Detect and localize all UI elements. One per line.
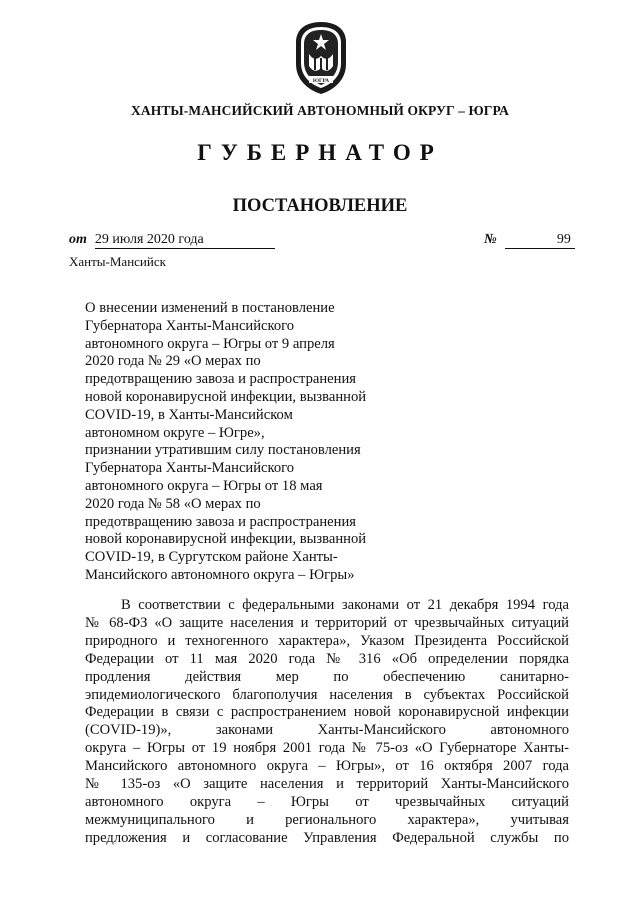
number-prefix: № xyxy=(484,232,497,247)
subject-line: предотвращению завоза и распространения xyxy=(85,371,356,388)
subject-line: предотвращению завоза и распространения xyxy=(85,513,356,530)
body-line: округа – Югры от 19 ноября 2001 года № 75-оз «О Губернаторе Ханты- xyxy=(85,740,569,757)
body-line: № 68-ФЗ «О защите населения и территорий от чрезвычайных ситуаций xyxy=(85,614,569,631)
subject-line: Губернатора Ханты-Мансийского xyxy=(85,460,295,477)
subject-line: 2020 года № 58 «О мерах по xyxy=(85,495,261,512)
subject-line: 2020 года № 29 «О мерах по xyxy=(85,353,261,370)
region-name: ХАНТЫ-МАНСИЙСКИЙ АВТОНОМНЫЙ ОКРУГ – ЮГРА xyxy=(131,103,509,118)
document-number: 99 xyxy=(505,232,575,249)
subject-line: Губернатора Ханты-Мансийского xyxy=(85,317,295,334)
body-line: Мансийского автономного округа – Югры», от 16 октября 2007 года xyxy=(85,758,569,775)
subject-line: признании утратившим силу постановления xyxy=(85,442,361,459)
subject-line: новой коронавирусной инфекции, вызванной xyxy=(85,388,367,405)
subject-line: автономном округе – Югре», xyxy=(85,424,265,441)
body-line: межмуниципального и регионального характера», учитывая xyxy=(85,811,569,828)
body-line: Федерации в связи с распространением новой коронавирусной инфекции xyxy=(85,704,569,721)
subject-line: О внесении изменений в постановление xyxy=(85,300,335,316)
body-line: № 135-оз «О защите населения и территорий Ханты-Мансийского xyxy=(85,776,569,793)
document-subject xyxy=(85,300,405,585)
subject-line: COVID-19, в Сургутском районе Ханты- xyxy=(85,549,338,566)
subject-line: COVID-19, в Ханты-Мансийском xyxy=(85,406,293,423)
body-line: эпидемиологического благополучия населения в субъектах Российской xyxy=(85,686,569,703)
document-date: 29 июля 2020 года xyxy=(95,232,275,249)
body-line: продления действия мер по обеспечению санитарно- xyxy=(85,668,569,685)
subject-line: автономного округа – Югры от 9 апреля xyxy=(85,335,335,352)
document-type: ПОСТАНОВЛЕНИЕ xyxy=(232,196,408,216)
number-line xyxy=(484,232,575,249)
document-body xyxy=(85,597,569,848)
date-line xyxy=(69,232,275,249)
subject-line: автономного округа – Югры от 18 мая xyxy=(85,477,323,494)
body-line: автономного округа – Югры от чрезвычайных ситуаций xyxy=(85,793,569,810)
body-line: В соответствии с федеральными законами от 21 декабря 1994 года xyxy=(121,597,569,613)
authority-title: ГУБЕРНАТОР xyxy=(197,140,443,165)
subject-line: Мансийского автономного округа – Югры» xyxy=(85,566,355,583)
body-line: Федерации от 11 мая 2020 года № 316 «Об определении порядка xyxy=(85,650,569,667)
body-line: предложения и согласование Управления Федеральной службы по xyxy=(85,829,569,846)
emblem-caption: ЮГРА xyxy=(312,78,330,84)
body-line: природного и техногенного характера», Указом Президента Российской xyxy=(85,632,569,649)
body-line: (COVID-19)», законами Ханты-Мансийского автономного xyxy=(85,722,569,739)
coat-of-arms-icon xyxy=(291,20,351,96)
city: Ханты-Мансийск xyxy=(69,254,166,269)
date-prefix: от xyxy=(69,232,87,247)
subject-line: новой коронавирусной инфекции, вызванной xyxy=(85,531,367,548)
